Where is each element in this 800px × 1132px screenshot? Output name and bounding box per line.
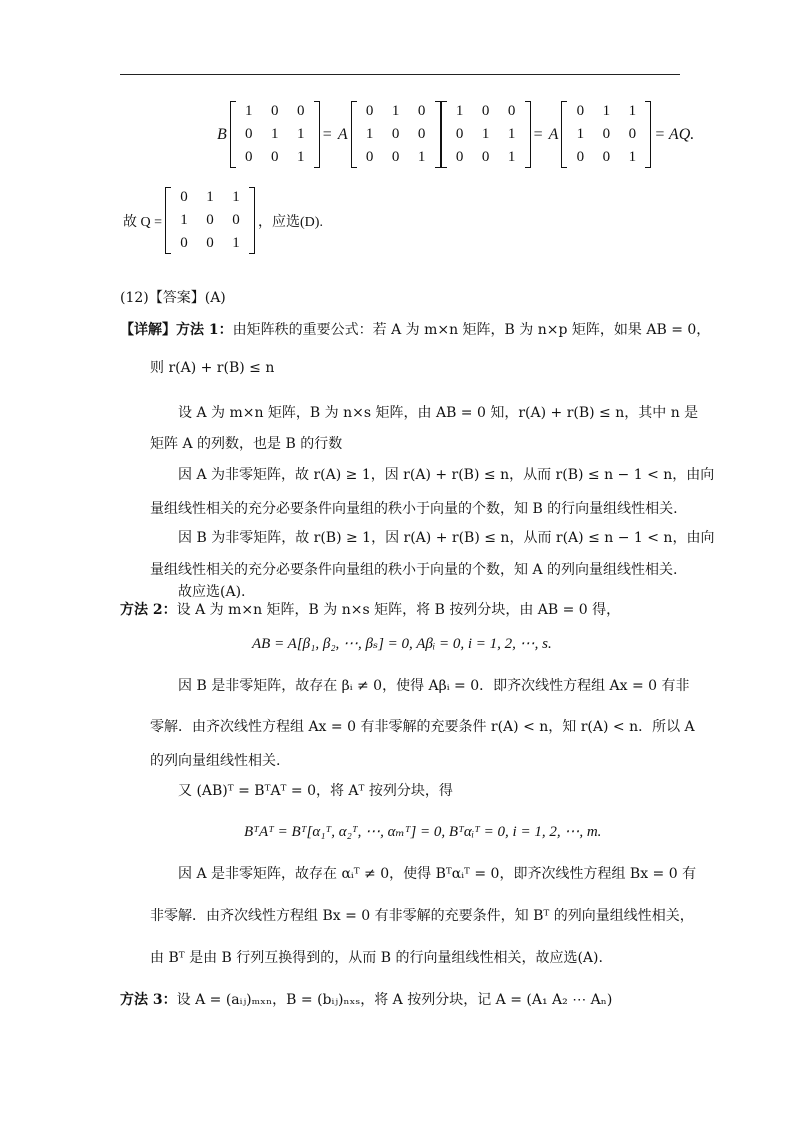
matrix-cell: 0 (576, 103, 585, 119)
matrix-cell: 1 (391, 103, 400, 119)
matrix-equation (214, 100, 697, 169)
matrix-cell: 1 (232, 189, 240, 205)
matrix-eq-1: = (322, 125, 332, 143)
matrix-cell: 0 (206, 235, 214, 251)
method2-para2-line2: 非零解．由齐次线性方程组 Bx = 0 有非零解的充要条件，知 Bᵀ 的列向量组线性相关， (150, 908, 694, 924)
method2-para1-line3: 的列向量组线性相关. (150, 753, 281, 769)
matrix-3 (441, 100, 531, 169)
matrix-lhs: B (217, 125, 227, 143)
matrix-cell: 0 (245, 149, 253, 165)
matrix-cell: 1 (206, 189, 214, 205)
method2-equation: AB = A[β₁, β₂, ⋯, βₛ] = 0, Aβᵢ = 0, i = 1, 2, ⋯, s. (252, 636, 552, 652)
matrix-cell: 0 (245, 126, 253, 142)
matrix-cell: 0 (232, 212, 240, 228)
matrix-cell: 0 (365, 149, 374, 165)
matrix-eq-2: = (533, 125, 543, 143)
matrix-cell: 1 (232, 235, 240, 251)
matrix-a-2: A (548, 125, 559, 143)
matrix-cell: 0 (455, 126, 464, 142)
matrix-cell: 1 (481, 126, 490, 142)
answer-heading: (12)【答案】(A) (120, 290, 226, 306)
matrix-1 (230, 100, 320, 169)
method1-intro (120, 320, 710, 340)
matrix-cell: 1 (628, 103, 637, 119)
method1-text: 由矩阵秩的重要公式：若 A 为 m×n 矩阵，B 为 n×p 矩阵，如果 AB = 0， (232, 322, 711, 338)
method2-para1-line2: 零解．由齐次线性方程组 Ax = 0 有非零解的充要条件 r(A) < n，知 r(A) < n．所以 A (150, 719, 695, 735)
para3-line2: 量组线性相关的充分必要条件向量组的秩小于向量的个数，知 A 的列向量组线性相关. (150, 562, 678, 578)
q-suffix: ，应选(D). (258, 214, 323, 230)
matrix-cell: 1 (507, 126, 516, 142)
method2-para1-line1: 因 B 是非零矩阵，故存在 βᵢ ≠ 0，使得 Aβᵢ = 0．即齐次线性方程组 Ax = 0 有非 (178, 678, 690, 694)
matrix-cell: 0 (455, 149, 464, 165)
matrix-cell: 0 (180, 189, 188, 205)
rank-formula: 则 r(A) + r(B) ≤ n (150, 360, 275, 376)
transpose-equation: BᵀAᵀ = Bᵀ[α₁ᵀ, α₂ᵀ, ⋯, αₘᵀ] = 0, Bᵀαᵢᵀ = 0, i = 1, 2, ⋯, m. (244, 824, 602, 840)
matrix-cell: 0 (602, 126, 611, 142)
header-rule (120, 74, 680, 75)
matrix-cell: 0 (507, 103, 516, 119)
matrix-cell: 0 (206, 212, 214, 228)
matrix-cell: 1 (507, 149, 516, 165)
matrix-cell: 0 (365, 103, 374, 119)
matrix-cell: 0 (417, 103, 426, 119)
q-matrix (165, 186, 255, 255)
matrix-4 (561, 100, 651, 169)
matrix-a-1: A (337, 125, 348, 143)
matrix-cell: 1 (365, 126, 374, 142)
q-line (120, 186, 326, 255)
matrix-cell: 0 (628, 126, 637, 142)
para2-line1: 因 A 为非零矩阵，故 r(A) ≥ 1，因 r(A) + r(B) ≤ n，从而 r(B) ≤ n − 1 < n，由向 (178, 467, 715, 483)
method2-para2-line3: 由 Bᵀ 是由 B 行列互换得到的，从而 B 的行向量组线性相关，故应选(A). (150, 950, 603, 966)
matrix-cell: 0 (576, 149, 585, 165)
matrix-cell: 1 (297, 149, 305, 165)
matrix-cell: 0 (602, 149, 611, 165)
method2-label: 方法 2： (120, 602, 177, 618)
matrix-cell: 0 (180, 235, 188, 251)
q-prefix: 故 Q = (123, 214, 163, 230)
matrix-cell: 0 (391, 126, 400, 142)
method2-text: 设 A 为 m×n 矩阵，B 为 n×s 矩阵，将 B 按列分块，由 AB = 0 得， (176, 602, 621, 618)
matrix-cell: 1 (180, 212, 188, 228)
method3-label: 方法 3： (120, 992, 177, 1008)
para2-line2: 量组线性相关的充分必要条件向量组的秩小于向量的个数，知 B 的行向量组线性相关. (150, 501, 678, 517)
matrix-cell: 1 (417, 149, 426, 165)
choose-a-1: 故应选(A). (178, 584, 246, 600)
matrix-cell: 0 (297, 103, 305, 119)
method1-label: 【详解】方法 1： (120, 322, 233, 338)
matrix-cell: 1 (245, 103, 253, 119)
para1-line2: 矩阵 A 的列数，也是 B 的行数 (150, 436, 343, 452)
matrix-cell: 0 (417, 126, 426, 142)
matrix-cell: 1 (455, 103, 464, 119)
matrix-cell: 0 (481, 149, 490, 165)
transpose-line: 又 (AB)ᵀ = BᵀAᵀ = 0，将 Aᵀ 按列分块，得 (178, 783, 453, 799)
matrix-cell: 0 (271, 149, 279, 165)
matrix-cell: 1 (602, 103, 611, 119)
matrix-eq-aq: = AQ. (654, 125, 695, 143)
matrix-cell: 0 (391, 149, 400, 165)
para3-line1: 因 B 为非零矩阵，故 r(B) ≥ 1，因 r(A) + r(B) ≤ n，从而 r(A) ≤ n − 1 < n，由向 (178, 530, 715, 546)
method3-intro (120, 990, 612, 1010)
method2-intro (120, 600, 620, 620)
matrix-2 (351, 100, 441, 169)
matrix-cell: 1 (628, 149, 637, 165)
para1-line1: 设 A 为 m×n 矩阵，B 为 n×s 矩阵，由 AB = 0 知，r(A) + r(B) ≤ n，其中 n 是 (178, 405, 699, 421)
matrix-cell: 1 (271, 126, 279, 142)
matrix-cell: 1 (297, 126, 305, 142)
method3-text: 设 A = (aᵢⱼ)ₘₓₙ，B = (bᵢⱼ)ₙₓₛ，将 A 按列分块，记 A = (A₁ A₂ ⋯ Aₙ) (176, 992, 613, 1008)
matrix-cell: 0 (271, 103, 279, 119)
matrix-cell: 0 (481, 103, 490, 119)
matrix-cell: 1 (576, 126, 585, 142)
method2-para2-line1: 因 A 是非零矩阵，故存在 αᵢᵀ ≠ 0，使得 Bᵀαᵢᵀ = 0，即齐次线性方程组 Bx = 0 有 (178, 866, 697, 882)
